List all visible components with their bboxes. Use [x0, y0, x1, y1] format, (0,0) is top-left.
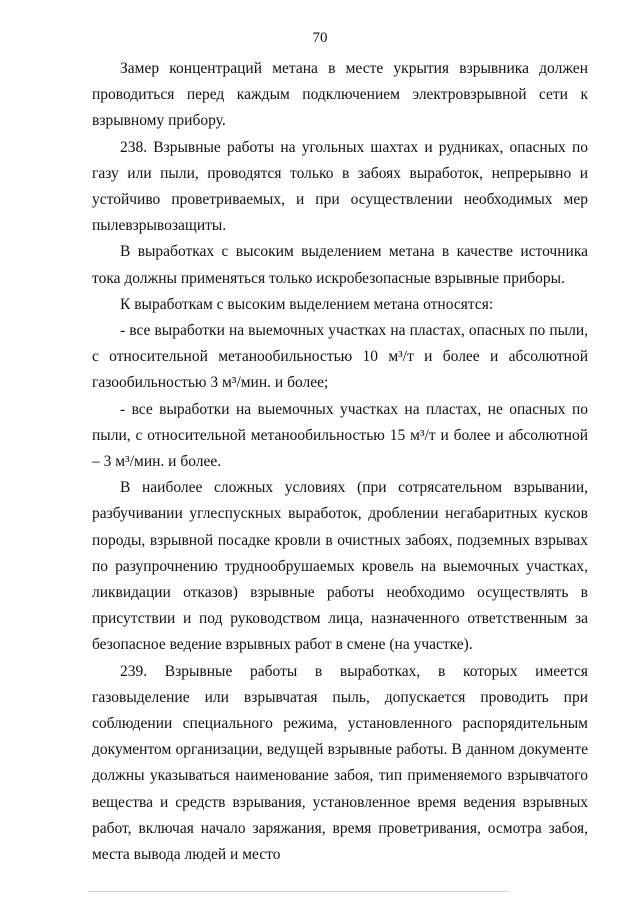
paragraph-239: 239. Взрывные работы в выработках, в которых имеется газовыделение или взрывчатая пыль, допускается проводить при соблюдении специального режима, установленного распорядительным документом организации, ведущей взрывные работы. В данном документе должны указываться наименование забоя, тип применяемого взрывчатого вещества и средств взрывания, установленное время ведения взрывных работ, включая начало заряжания, время проветривания, осмотра забоя, места вывода людей и место — [92, 662, 588, 864]
paragraph-238: 238. Взрывные работы на угольных шахтах и рудниках, опасных по газу или пыли, проводятся только в забоях выработок, непрерывно и устойчиво проветриваемых, и при осуществлении необходимых мер пылевзрывозащиты. — [92, 138, 588, 235]
paragraph-difficult-conditions: В наиболее сложных условиях (при сотрясательном взрывании, разбучивании углеспускных выработок, дроблении негабаритных кусков породы, взрывной посадке кровли в очистных забоях, подземных взрывах по разупрочнению труднообрушаемых кровель на выемочных участках, ликвидации отказов) взрывные работы необходимо осуществлять в присутствии и под руководством лица, назначенного ответственным за безопасное ведение взрывных работ в смене (на участке). — [92, 479, 588, 654]
list-item-dust-hazard: - все выработки на выемочных участках на пластах, опасных по пыли, с относительной метанообильностью 10 м³/т и более и абсолютной газообильностью 3 м³/мин. и более; — [92, 322, 588, 392]
page-number: 70 — [312, 30, 328, 46]
paragraph-power-source: В выработках с высоким выделением метана в качестве источника тока должны применяться только искробезопасные взрывные приборы. — [92, 243, 588, 287]
list-item-no-dust-hazard: - все выработки на выемочных участках на пластах, не опасных по пыли, с относительной метанообильностью 15 м³/т и более и абсолютной – 3 м³/мин. и более. — [92, 400, 588, 471]
page-bottom-rule — [88, 891, 508, 892]
document-body — [92, 56, 588, 868]
paragraph-methane-measurement: Замер концентраций метана в месте укрытия взрывника должен проводиться перед каждым подключением электровзрывной сети к взрывному прибору. — [92, 60, 588, 130]
paragraph-high-methane-intro: К выработкам с высоким выделением метана относятся: — [120, 295, 494, 313]
